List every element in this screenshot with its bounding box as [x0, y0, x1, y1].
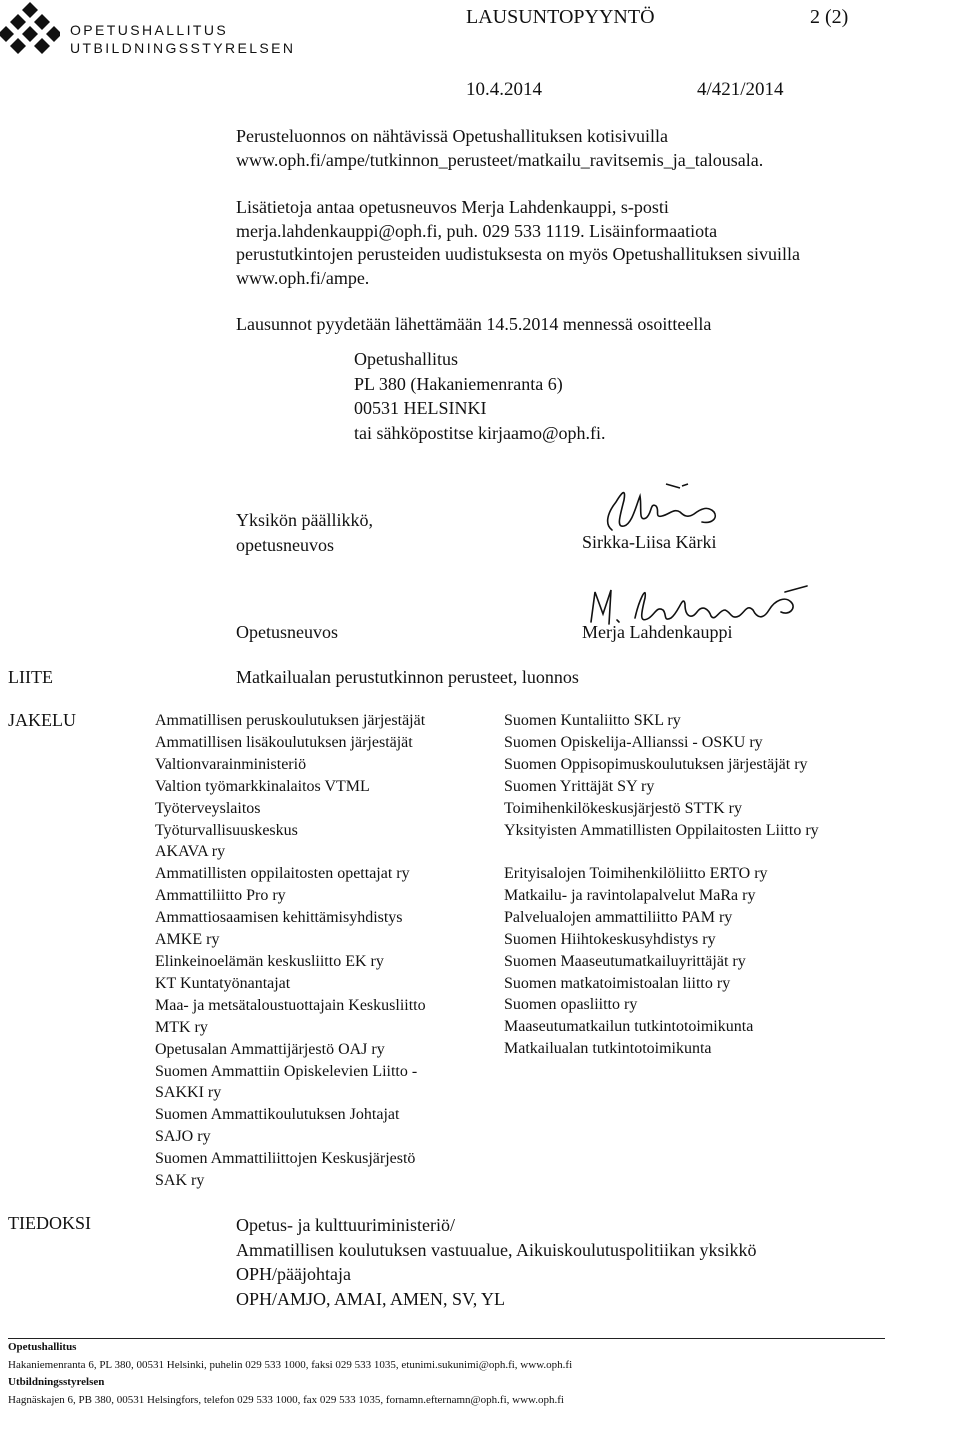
for-information-item: OPH/pääjohtaja — [236, 1264, 351, 1285]
distribution-item: Suomen Maaseutumatkailuyrittäjät ry — [504, 952, 746, 970]
for-information-list — [236, 1213, 756, 1311]
distribution-item: KT Kuntatyönantajat — [155, 974, 291, 992]
distribution-item: Suomen Kuntaliitto SKL ry — [504, 712, 681, 729]
distribution-item: Palvelualojen ammattiliitto PAM ry — [504, 908, 733, 926]
document-reference: 4/421/2014 — [697, 79, 784, 100]
submission-address — [354, 347, 606, 445]
paragraph-line: www.oph.fi/ampe/tutkinnon_perusteet/matkailu_ravitsemis_ja_talousala. — [236, 149, 764, 170]
signer-1-title-line: Yksikön päällikkö, — [236, 510, 373, 530]
distribution-item: Suomen Oppisopimuskoulutuksen järjestäjät ry — [504, 755, 808, 773]
distribution-item: Suomen Ammattiin Opiskelevien Liitto - — [155, 1062, 418, 1080]
distribution-item: MTK ry — [155, 1018, 208, 1036]
distribution-item: Matkailu- ja ravintolapalvelut MaRa ry — [504, 886, 756, 904]
address-line: 00531 HELSINKI — [354, 398, 487, 418]
for-information-item: Ammatillisen koulutuksen vastuualue, Aikuiskoulutuspolitiikan yksikkö — [236, 1239, 757, 1260]
distribution-item: Erityisalojen Toimihenkilöliitto ERTO ry — [504, 865, 768, 882]
distribution-item: Suomen Hiihtokeskusyhdistys ry — [504, 930, 716, 948]
distribution-item: Ammatillisen lisäkoulutuksen järjestäjät — [155, 733, 413, 751]
attachment-label: LIITE — [8, 667, 53, 687]
distribution-item: Suomen Yrittäjät SY ry — [504, 777, 655, 795]
handwritten-signature-karki — [590, 478, 730, 540]
paragraph-draft-availability — [236, 125, 763, 172]
distribution-item: Työturvallisuuskeskus — [155, 821, 298, 839]
distribution-item: Valtion työmarkkinalaitos VTML — [155, 777, 370, 795]
opetushallitus-logo — [0, 0, 60, 60]
paragraph-line: Lisätietoja antaa opetusneuvos Merja Lahdenkauppi, s-posti — [236, 197, 669, 217]
footer-org-2-address: Hagnäskajen 6, PB 380, 00531 Helsingfors, telefon 029 533 1000, fax 029 533 1035, fornamn.efternamn@oph.fi, www.oph.fi — [8, 1393, 564, 1406]
distribution-item: Ammatillisten oppilaitosten opettajat ry — [155, 865, 410, 883]
signer-1-name: Sirkka-Liisa Kärki — [582, 532, 717, 552]
distribution-item: Maa- ja metsätaloustuottajain Keskusliitto — [155, 996, 426, 1014]
distribution-item: Ammattiosaamisen kehittämisyhdistys — [155, 909, 403, 927]
footer — [8, 1339, 572, 1409]
distribution-item: Työterveyslaitos — [155, 799, 261, 817]
distribution-item: AKAVA ry — [155, 843, 226, 861]
for-information-item: OPH/AMJO, AMAI, AMEN, SV, YL — [236, 1288, 506, 1309]
distribution-item: Ammatillisen peruskoulutuksen järjestäjät — [155, 712, 426, 729]
address-line: Opetushallitus — [354, 349, 458, 369]
distribution-list-right-top — [504, 710, 819, 841]
distribution-item: SAJO ry — [155, 1128, 211, 1146]
distribution-item: SAKKI ry — [155, 1084, 222, 1102]
document-type: LAUSUNTOPYYNTÖ — [466, 6, 655, 28]
document-date: 10.4.2014 — [466, 79, 542, 100]
distribution-item: Suomen Ammattiliittojen Keskusjärjestö — [155, 1150, 416, 1168]
distribution-item: Opetusalan Ammattijärjestö OAJ ry — [155, 1040, 385, 1058]
signer-2-name: Merja Lahdenkauppi — [582, 622, 733, 642]
distribution-item: Suomen opasliitto ry — [504, 996, 638, 1014]
signer-1-title — [236, 508, 373, 557]
distribution-item: Elinkeinoelämän keskusliitto EK ry — [155, 952, 384, 970]
signer-2-title: Opetusneuvos — [236, 622, 338, 642]
address-line: tai sähköpostitse kirjaamo@oph.fi. — [354, 422, 606, 443]
distribution-item: Toimihenkilökeskusjärjestö STTK ry — [504, 799, 742, 817]
attachment-value: Matkailualan perustutkinnon perusteet, luonnos — [236, 667, 579, 687]
paragraph-line: perustutkintojen perusteiden uudistuksesta on myös Opetushallituksen sivuilla — [236, 244, 800, 264]
distribution-item: Yksityisten Ammatillisten Oppilaitosten Liitto ry — [504, 821, 819, 839]
paragraph-line: Perusteluonnos on nähtävissä Opetushallituksen kotisivuilla — [236, 126, 668, 146]
for-information-item: Opetus- ja kulttuuriministeriö/ — [236, 1215, 455, 1235]
distribution-item: Suomen matkatoimistoalan liitto ry — [504, 974, 731, 992]
distribution-item: SAK ry — [155, 1172, 205, 1190]
distribution-list-right-bottom — [504, 863, 768, 1060]
distribution-label: JAKELU — [8, 710, 76, 730]
distribution-item: AMKE ry — [155, 931, 220, 949]
address-line: PL 380 (Hakaniemenranta 6) — [354, 373, 563, 394]
for-information-label: TIEDOKSI — [8, 1213, 91, 1233]
paragraph-line: www.oph.fi/ampe. — [236, 267, 370, 288]
footer-org-1-name: Opetushallitus — [8, 1341, 77, 1353]
paragraph-line: merja.lahdenkauppi@oph.fi, puh. 029 533 1119. Lisäinformaatiota — [236, 220, 718, 241]
distribution-item: Maaseutumatkailun tutkintotoimikunta — [504, 1018, 754, 1036]
footer-org-2-name: Utbildningsstyrelsen — [8, 1376, 105, 1388]
distribution-item: Suomen Ammattikoulutuksen Johtajat — [155, 1106, 400, 1124]
paragraph-deadline: Lausunnot pyydetään lähettämään 14.5.2014 mennessä osoitteella — [236, 314, 712, 334]
distribution-item: Ammattiliitto Pro ry — [155, 887, 286, 905]
distribution-list-left — [155, 710, 426, 1192]
footer-org-1-address: Hakaniemenranta 6, PL 380, 00531 Helsinki, puhelin 029 533 1000, faksi 029 533 1035, etunimi.sukunimi@oph.fi, www.oph.fi — [8, 1358, 573, 1371]
distribution-item: Matkailualan tutkintotoimikunta — [504, 1040, 712, 1058]
page-number: 2 (2) — [810, 6, 849, 28]
paragraph-contact-info — [236, 196, 896, 290]
distribution-item: Valtionvarainministeriö — [155, 755, 307, 773]
org-name-finnish: OPETUSHALLITUS — [70, 22, 229, 38]
distribution-item: Suomen Opiskelija-Allianssi - OSKU ry — [504, 733, 763, 751]
org-name-swedish: UTBILDNINGSSTYRELSEN — [70, 40, 296, 56]
signer-1-title-line: opetusneuvos — [236, 534, 334, 555]
